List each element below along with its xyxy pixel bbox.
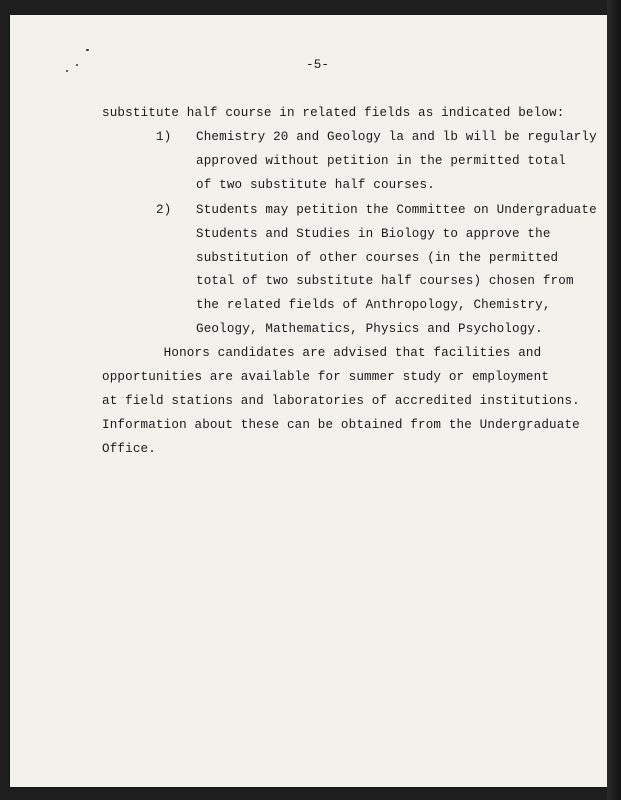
intro-line: substitute half course in related fields as indicated below: (102, 106, 565, 120)
ink-speck (76, 64, 78, 66)
ink-speck (86, 49, 89, 51)
list-item-number: 1) (156, 130, 172, 144)
paragraph-line: opportunities are available for summer study or employment (102, 370, 550, 384)
list-item-line: Chemistry 20 and Geology la and lb will be regularly (196, 130, 597, 144)
list-item-line: Geology, Mathematics, Physics and Psychology. (196, 322, 543, 336)
paragraph-line: Honors candidates are advised that facilities and (102, 346, 542, 360)
paragraph-line: Office. (102, 442, 156, 456)
paragraph-line: Information about these can be obtained from the Undergraduate (102, 418, 580, 432)
list-item-line: total of two substitute half courses) chosen from (196, 274, 574, 288)
ink-speck (66, 70, 68, 72)
list-item-line: substitution of other courses (in the permitted (196, 251, 559, 265)
paragraph-line: at field stations and laboratories of accredited institutions. (102, 394, 580, 408)
scan-border (607, 0, 621, 800)
list-item-number: 2) (156, 203, 172, 217)
list-item-line: of two substitute half courses. (196, 178, 435, 192)
list-item-line: Students and Studies in Biology to approve the (196, 227, 551, 241)
list-item-line: the related fields of Anthropology, Chemistry, (196, 298, 551, 312)
list-item-line: approved without petition in the permitted total (196, 154, 566, 168)
document-page (10, 15, 608, 787)
list-item-line: Students may petition the Committee on Undergraduate (196, 203, 597, 217)
page-number: -5- (306, 58, 330, 72)
